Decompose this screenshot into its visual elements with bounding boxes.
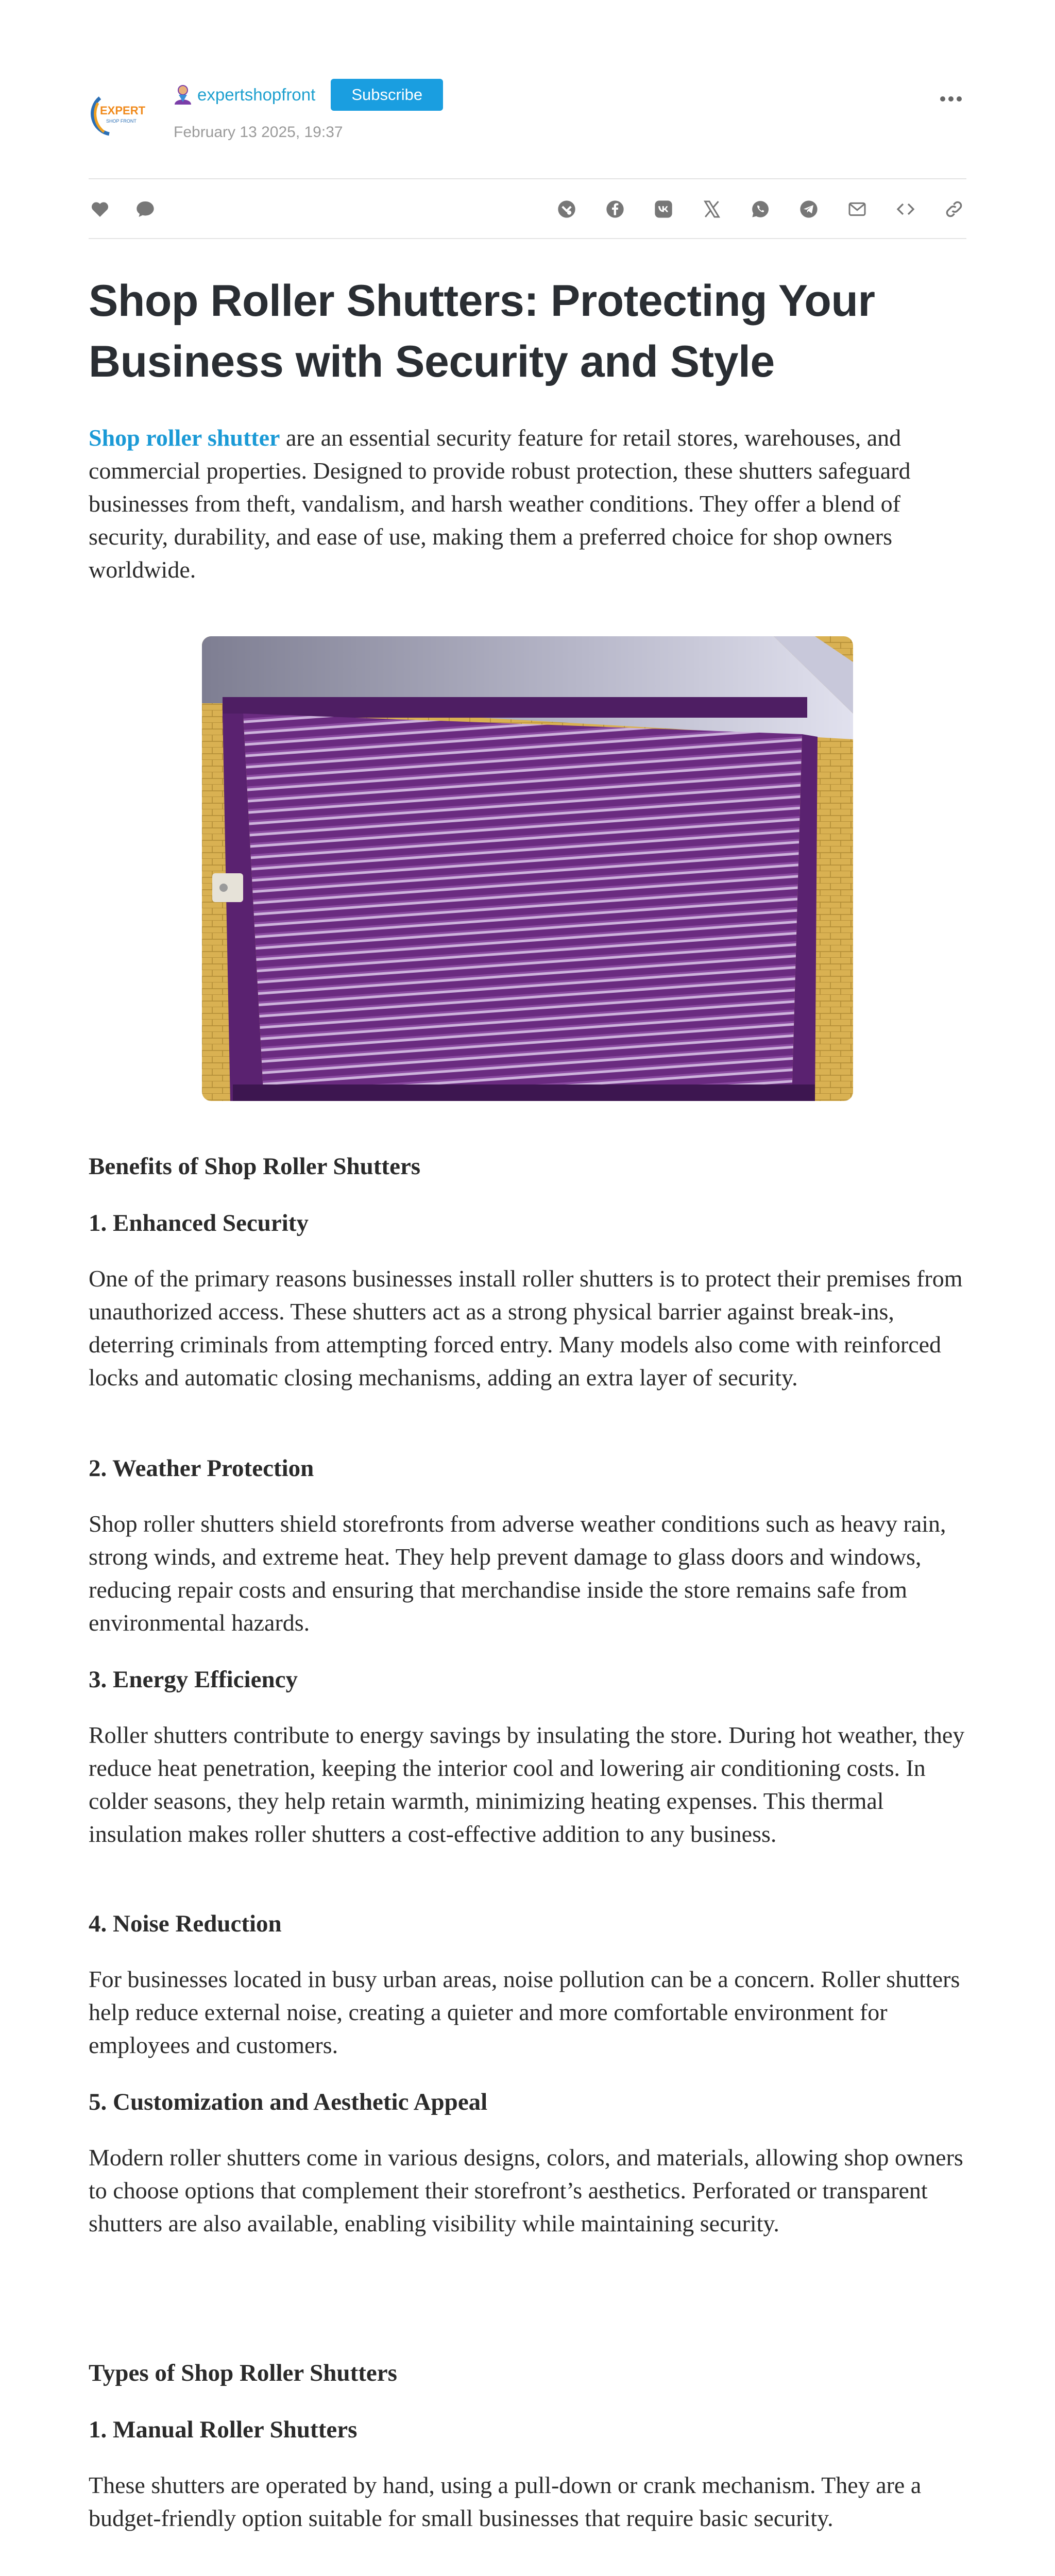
benefit-heading: 2. Weather Protection (89, 1455, 314, 1482)
benefit-text: Roller shutters contribute to energy savings by insulating the store. During hot weather, they reduce heat penetration, keeping the interior cool and lowering air conditioning costs. In colder seasons, they help retain warmth, minimizing heating expenses. This thermal insulation makes roller shutters a cost-effective addition to any business. (89, 1722, 965, 1847)
subscribe-button[interactable]: Subscribe (331, 79, 443, 111)
link-icon[interactable] (943, 198, 965, 221)
logo-text-bottom: SHOP FRONT (106, 118, 137, 124)
action-bar (89, 178, 966, 239)
benefit-text: For businesses located in busy urban areas, noise pollution can be a concern. Roller shutters help reduce external noise, creating a quieter and more comfortable environment for employees and customers. (89, 1966, 960, 2058)
author-row (174, 79, 443, 110)
x-icon[interactable] (701, 198, 723, 221)
benefit-text: One of the primary reasons businesses install roller shutters is to protect their premises from unauthorized access. These shutters act as a strong physical barrier against break-ins, deterring criminals from attempting forced entry. Many models also come with reinforced locks and automatic closing mechanisms, adding an extra layer of security. (89, 1265, 963, 1391)
shop-roller-shutter-link[interactable]: Shop roller shutter (89, 425, 280, 451)
vk-icon[interactable] (652, 198, 675, 221)
more-icon[interactable] (940, 82, 962, 108)
facebook-icon[interactable] (604, 198, 626, 221)
user-icon (174, 84, 192, 105)
type-heading: 1. Manual Roller Shutters (89, 2416, 358, 2443)
author-name[interactable]: expertshopfront (197, 85, 316, 104)
article-image (202, 636, 853, 1101)
benefit-text: Modern roller shutters come in various designs, colors, and materials, allowing shop owners to choose options that complement their storefront’s aesthetics. Perforated or transparent shutters are also available, enabling visibility while maintaining security. (89, 2144, 963, 2236)
author-logo[interactable] (89, 82, 148, 142)
comment-icon[interactable] (134, 198, 157, 221)
telegram-icon[interactable] (797, 198, 820, 221)
logo-text-top: EXPERT (100, 104, 146, 117)
article-title: Shop Roller Shutters: Protecting Your Business with Security and Style (89, 276, 875, 386)
intro-paragraph (89, 421, 969, 586)
heart-icon[interactable] (89, 198, 111, 221)
email-icon[interactable] (846, 198, 869, 221)
post-date: February 13 2025, 19:37 (174, 124, 343, 141)
benefit-heading: 1. Enhanced Security (89, 1210, 309, 1236)
donate-icon[interactable] (555, 198, 578, 221)
intro-text: are an essential security feature for retail stores, warehouses, and commercial properties. Designed to provide robust protection, these shutters safeguard businesses from theft, vandalism, and harsh weather conditions. They offer a blend of security, durability, and ease of use, making them a preferred choice for shop owners worldwide. (89, 425, 911, 583)
benefit-heading: 4. Noise Reduction (89, 1910, 282, 1937)
benefit-heading: 5. Customization and Aesthetic Appeal (89, 2089, 488, 2115)
benefit-heading: 3. Energy Efficiency (89, 1666, 298, 1693)
benefit-text: Shop roller shutters shield storefronts from adverse weather conditions such as heavy rain, strong winds, and extreme heat. They help prevent damage to glass doors and windows, reducing repair costs and ensuring that merchandise inside the store remains safe from environmental hazards. (89, 1511, 946, 1636)
types-heading: Types of Shop Roller Shutters (89, 2360, 397, 2386)
whatsapp-icon[interactable] (749, 198, 772, 221)
type-text: These shutters are operated by hand, using a pull-down or crank mechanism. They are a budget-friendly option suitable for small businesses that require basic security. (89, 2472, 922, 2531)
post-header (89, 72, 966, 155)
embed-icon[interactable] (894, 198, 917, 221)
benefits-heading: Benefits of Shop Roller Shutters (89, 1153, 421, 1180)
